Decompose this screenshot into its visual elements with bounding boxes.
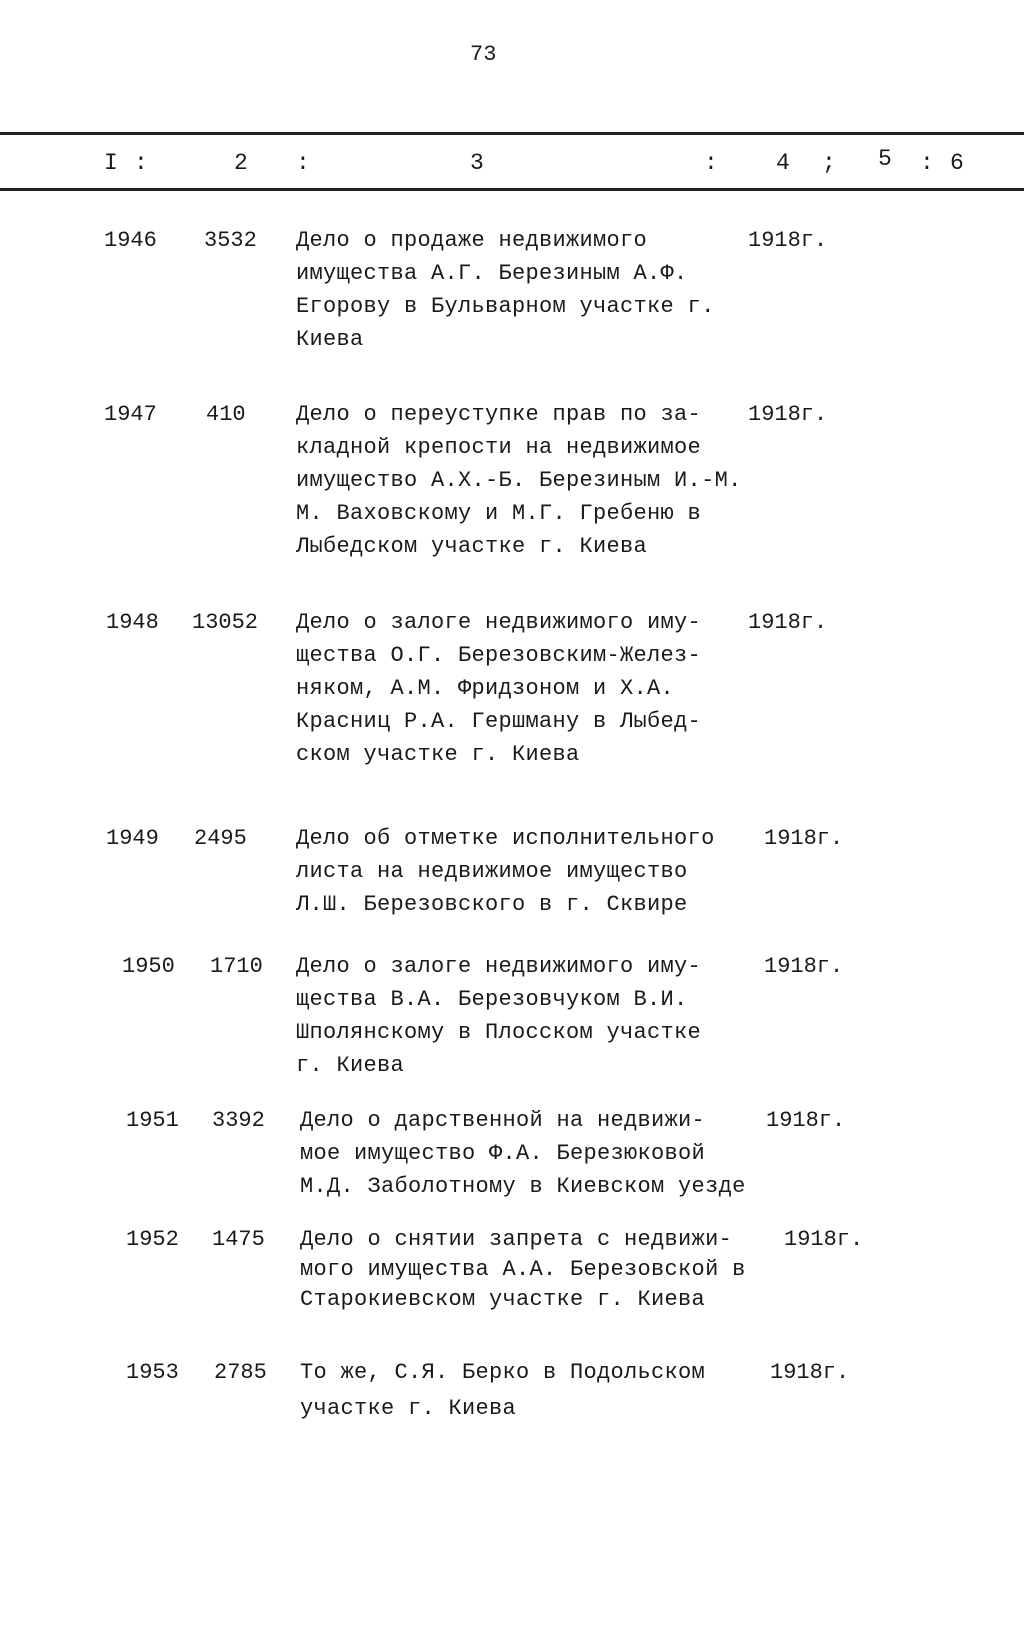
description-line: Дело о снятии запрета с недвижи- [300, 1227, 733, 1252]
column-header-6: 6 [950, 150, 964, 176]
column-separator: : [704, 150, 718, 176]
table-top-rule [0, 132, 1024, 135]
column-header-3: 3 [470, 150, 484, 176]
entry-description [300, 1360, 705, 1429]
description-line: г. Киева [296, 1053, 405, 1078]
entry-number: 1950 [122, 954, 175, 979]
inventory-number: 2495 [194, 826, 247, 851]
column-separator: ; [822, 150, 836, 176]
entry-number: 1947 [104, 402, 157, 427]
description-line: Дело о продаже недвижимого [296, 228, 648, 253]
description-line: Егорову в Бульварном участке г. [296, 294, 715, 319]
description-line: няком, А.М. Фридзоном и Х.А. [296, 676, 675, 701]
description-line: ском участке г. Киева [296, 742, 580, 767]
description-line: Киева [296, 327, 364, 352]
entry-description [300, 1108, 746, 1207]
description-line: Дело о дарственной на недвижи- [300, 1108, 706, 1133]
column-header-4: 4 [776, 150, 790, 176]
entry-description [296, 826, 715, 925]
description-line: имущество А.Х.-Б. Березиным И.-М. [296, 468, 742, 493]
inventory-number: 1710 [210, 954, 263, 979]
inventory-number: 410 [206, 402, 246, 427]
column-separator: : [920, 150, 934, 176]
description-line: Дело о залоге недвижимого иму- [296, 610, 702, 635]
entry-date: 1918г. [748, 402, 828, 427]
description-line: Старокиевском участке г. Киева [300, 1287, 706, 1312]
entry-description [300, 1227, 746, 1320]
inventory-number: 13052 [192, 610, 259, 635]
description-line: листа на недвижимое имущество [296, 859, 688, 884]
description-line: щества В.А. Березовчуком В.И. [296, 987, 688, 1012]
description-line: Дело о залоге недвижимого иму- [296, 954, 702, 979]
inventory-number: 3392 [212, 1108, 265, 1133]
inventory-number: 1475 [212, 1227, 265, 1252]
description-line: мого имущества А.А. Березовской в [300, 1257, 746, 1282]
entry-number: 1948 [106, 610, 159, 635]
entry-number: 1949 [106, 826, 159, 851]
table-header-rule [0, 188, 1024, 191]
description-line: То же, С.Я. Берко в Подольском [300, 1360, 706, 1385]
description-line: имущества А.Г. Березиным А.Ф. [296, 261, 688, 286]
column-header-5: 5 [878, 146, 892, 172]
entry-description [296, 402, 742, 567]
entry-date: 1918г. [748, 228, 828, 253]
entry-description [296, 954, 701, 1086]
entry-date: 1918г. [766, 1108, 846, 1133]
inventory-number: 2785 [214, 1360, 267, 1385]
description-line: мое имущество Ф.А. Березюковой [300, 1141, 706, 1166]
description-line: Лыбедском участке г. Киева [296, 534, 648, 559]
entry-description [296, 610, 701, 775]
page-number: 73 [470, 42, 497, 67]
entry-number: 1952 [126, 1227, 179, 1252]
description-line: Дело об отметке исполнительного [296, 826, 715, 851]
description-line: М.Д. Заболотному в Киевском уезде [300, 1174, 746, 1199]
column-separator: : [296, 150, 310, 176]
column-separator: : [134, 150, 148, 176]
entry-number: 1946 [104, 228, 157, 253]
entry-date: 1918г. [748, 610, 828, 635]
column-header-2: 2 [234, 150, 248, 176]
entry-date: 1918г. [770, 1360, 850, 1385]
description-line: кладной крепости на недвижимое [296, 435, 702, 460]
entry-description [296, 228, 715, 360]
description-line: Л.Ш. Березовского в г. Сквире [296, 892, 688, 917]
column-header-1: I [104, 150, 118, 176]
inventory-number: 3532 [204, 228, 257, 253]
description-line: Дело о переуступке прав по за- [296, 402, 702, 427]
entry-date: 1918г. [764, 954, 844, 979]
entry-number: 1953 [126, 1360, 179, 1385]
entry-date: 1918г. [764, 826, 844, 851]
description-line: Шполянскому в Плосском участке [296, 1020, 702, 1045]
description-line: Красниц Р.А. Гершману в Лыбед- [296, 709, 702, 734]
entry-number: 1951 [126, 1108, 179, 1133]
entry-date: 1918г. [784, 1227, 864, 1252]
description-line: щества О.Г. Березовским-Желез- [296, 643, 702, 668]
description-line: участке г. Киева [300, 1396, 517, 1421]
description-line: М. Ваховскому и М.Г. Гребеню в [296, 501, 702, 526]
